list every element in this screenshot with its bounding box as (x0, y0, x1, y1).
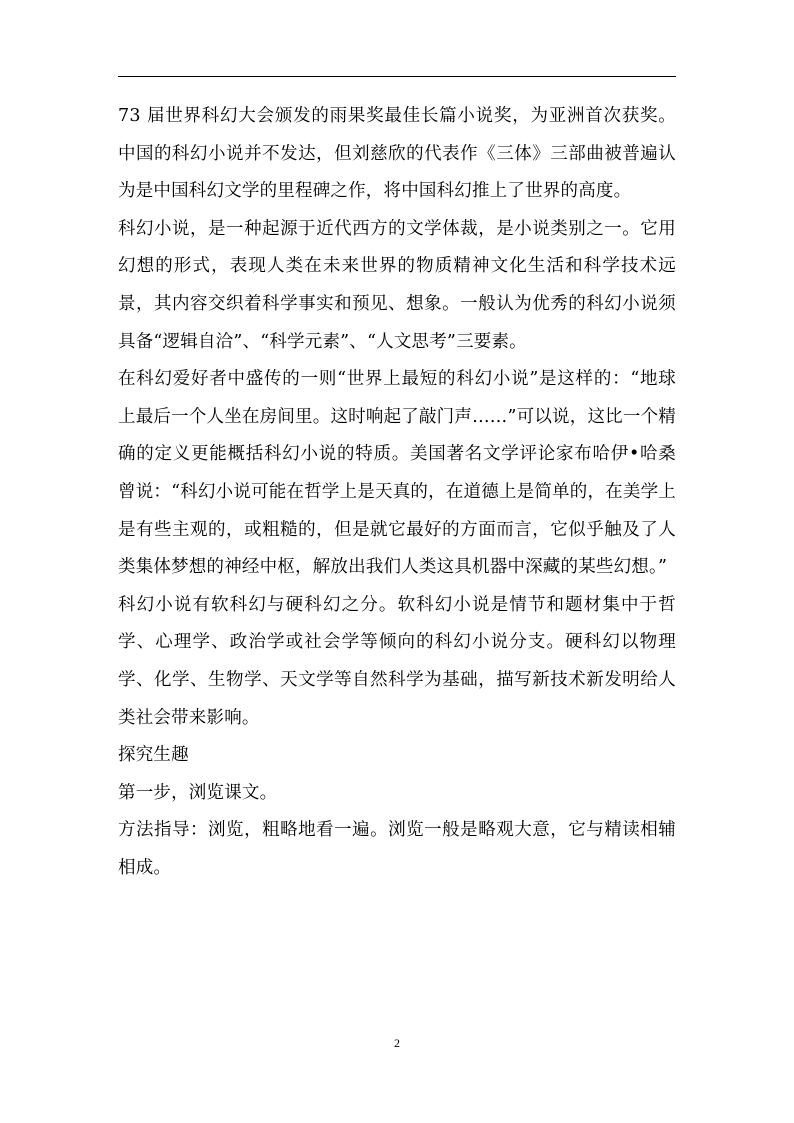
method-guide: 方法指导：浏览，粗略地看一遍。浏览一般是略观大意，它与精读相辅相成。 (118, 820, 676, 878)
document-body (118, 98, 676, 887)
page-number: 2 (394, 1036, 400, 1050)
step-one: 第一步，浏览课文。 (118, 782, 278, 803)
paragraph-shortest-sci-fi: 在科幻爱好者中盛传的一则“世界上最短的科幻小说”是这样的：“地球上最后一个人坐在房间里。这时响起了敲门声……”可以说，这比一个精确的定义更能概括科幻小说的特质。美国著名文学评论家布哈伊•哈桑曾说：“科幻小说可能在哲学上是天真的，在道德上是简单的，在美学上是有些主观的，或粗糙的，但是就它最好的方面而言，它似乎触及了人类集体梦想的神经中枢，解放出我们人类这具机器中深藏的某些幻想。” (118, 369, 676, 578)
header-rule (118, 76, 676, 77)
paragraph-soft-hard-sci-fi: 科幻小说有软科幻与硬科幻之分。软科幻小说是情节和题材集中于哲学、心理学、政治学或社会学等倾向的科幻小说分支。硬科幻以物理学、化学、生物学、天文学等自然科学为基础，描写新技术新发明给人类社会带来影响。 (118, 594, 676, 728)
paragraph-sci-fi-definition: 科幻小说，是一种起源于近代西方的文学体裁，是小说类别之一。它用幻想的形式，表现人类在未来世界的物质精神文化生活和科学技术远景，其内容交织着科学事实和预见、想象。一般认为优秀的科幻小说须具备“逻辑自洽”、“科学元素”、“人文思考”三要素。 (118, 218, 676, 352)
section-heading-explore: 探究生趣 (118, 745, 189, 766)
paragraph-hugo-award: 73 届世界科幻大会颁发的雨果奖最佳长篇小说奖，为亚洲首次获奖。中国的科幻小说并不发达，但刘慈欣的代表作《三体》三部曲被普遍认为是中国科幻文学的里程碑之作，将中国科幻推上了世界的高度。 (118, 106, 676, 202)
